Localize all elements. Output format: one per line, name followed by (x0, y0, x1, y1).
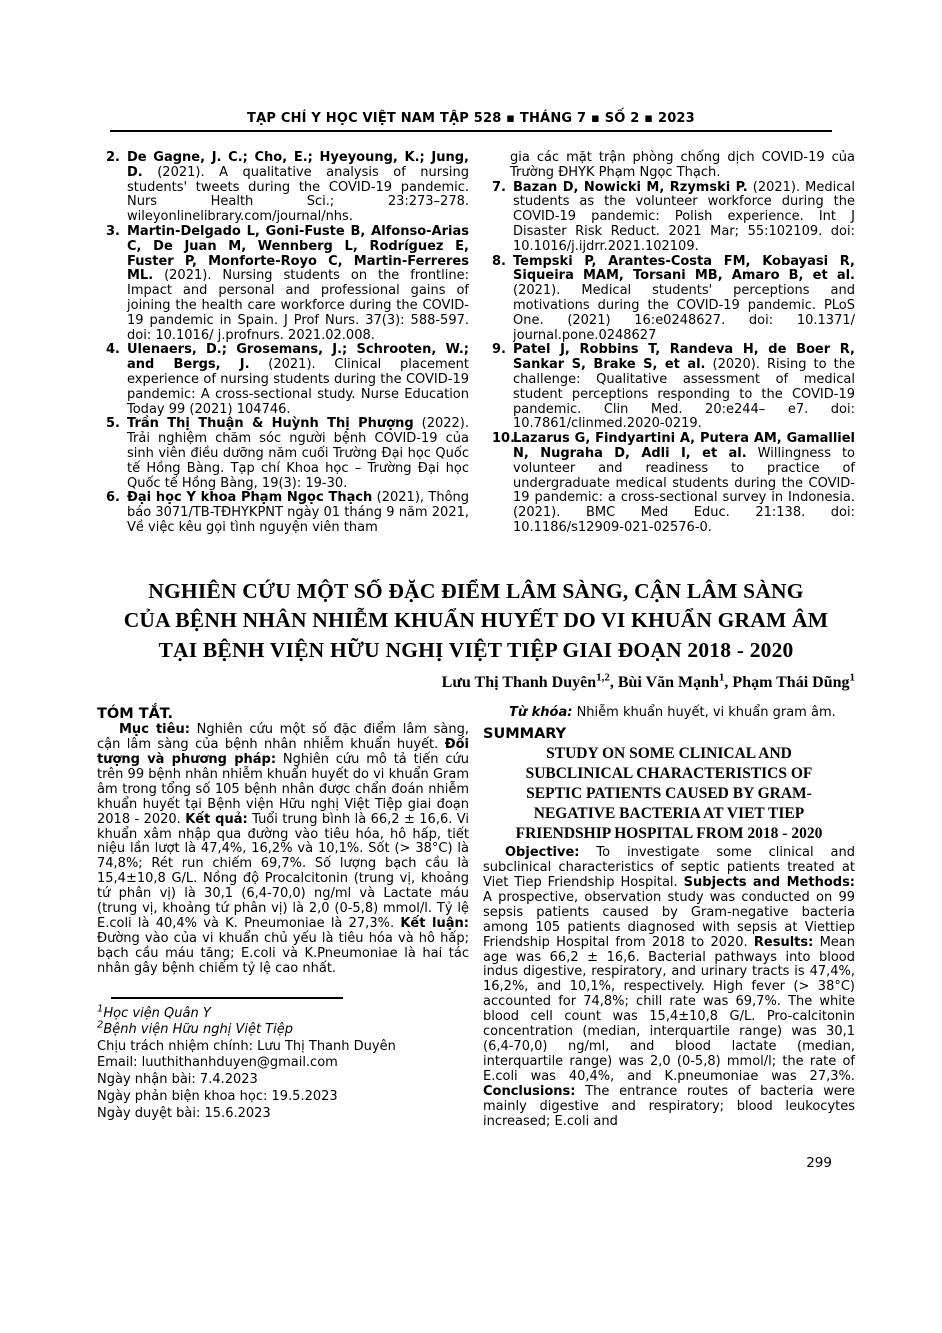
footnote-lines (97, 1039, 469, 1123)
reference-text: (2021). Nursing students on the frontline: Impact and personal and professional gains of joining the health care workforce during the COVID-19 pandemic in Spain. J Prof Nurs. 37(3): 588-597. doi: 10.1016/ j.profnurs. 2021.02.008. (127, 268, 469, 343)
reference-item (483, 181, 855, 255)
affiliation-list (97, 1003, 469, 1039)
summary-heading: SUMMARY (483, 726, 567, 743)
reference-authors: Tempski P, Arantes-Costa FM, Kobayasi R, Siqueira MAM, Torsani MB, Amaro B, et al. (513, 253, 855, 284)
reference-item (483, 255, 855, 344)
footnote-line: Email: luuthithanhduyen@gmail.com (97, 1055, 338, 1071)
references-right-list (483, 181, 855, 536)
reference-authors: Lazarus G, Findyartini A, Putera AM, Gamalliel N, Nugraha D, Adli I, et al. (513, 431, 855, 461)
footnote-line: Ngày nhận bài: 7.4.2023 (97, 1072, 258, 1088)
abstract-section (97, 705, 855, 1129)
reference-authors: Bazan D, Nowicki M, Rzymski P. (513, 179, 748, 195)
page-number: 299 (806, 1155, 832, 1171)
reference-text: Willingness to volunteer and readiness to practice of undergraduate medical students during the COVID-19 pandemic: a cross-sectional survey in Indonesia. (2021). BMC Med Educ. 21:138. doi: 10.1186/s12909-021-02576-0. (513, 445, 856, 535)
reference-item (97, 225, 469, 343)
references-column-left (97, 151, 469, 536)
reference-text: (2021), Thông báo 3071/TB-TĐHYKPNT ngày 01 tháng 9 năm 2021, Về việc kêu gọi tình nguyện viên tham (127, 490, 470, 535)
footnote-block (97, 997, 469, 1123)
tom-tat-body: Mục tiêu: Nghiên cứu một số đặc điểm lâm sàng, cận lâm sàng của bệnh nhân nhiễm khuẩn huyết. Đối tượng và phương pháp: Nghiên cứu mô tả tiến cứu trên 99 bệnh nhân nhiễm khuẩn huyết do vi khuẩn Gram âm trong tổng số 105 bệnh nhân được chẩn đoán nhiễm khuẩn huyết tại Bệnh viện Hữu nghị Việt Tiệp giai đoạn 2018 - 2020. Kết quả: Tuổi trung bình là 66,2 ± 16,6. Vi khuẩn xâm nhập qua đường vào tiêu hóa, hô hấp, tiết niệu lần lượt là 47,4%, 16,2% và 10,1%. Sốt (> 38°C) là 74,8%; Rét run chiếm 69,7%. Số lượng bạch cầu là 15,4±10,8 G/L. Nồng độ Procalcitonin (trung vị, khoảng tứ phân vị) là 30,1 (6,4-70,0) ng/ml và Lactate máu (trung vị, khoảng tứ phân vị) là 2,0 (0-5,8) mmol/l. Tỷ lệ E.coli là 40,4% và K. Pneumoniae là 27,3%. Kết luận: Đường vào của vi khuẩn chủ yếu là tiêu hóa và hô hấp; bạch cầu máu tăng; E.coli và K.Pneumoniae là hai tác nhân gây bệnh chiếm tỷ lệ cao nhất. (97, 722, 469, 976)
page-content (97, 151, 855, 1129)
abstract-column-english (483, 705, 855, 1129)
journal-header: TẠP CHÍ Y HỌC VIỆT NAM TẬP 528 ▪ THÁNG 7 ▪ SỐ 2 ▪ 2023 (110, 111, 832, 132)
affiliation-line: $^2$Bệnh viện Hữu nghị Việt Tiệp (97, 1019, 293, 1038)
reference-text: (2020). Rising to the challenge: Qualitative assessment of medical student perceptions responding to the COVID-19 pandemic. Clin Med. 20:e244– e7. doi: 10.7861/clinmed.2020-0219. (513, 357, 856, 432)
article-title-line: CỦA BỆNH NHÂN NHIỄM KHUẨN HUYẾT DO VI KHUẨN GRAM ÂM (123, 608, 829, 633)
article-title-line: NGHIÊN CỨU MỘT SỐ ĐẶC ĐIỂM LÂM SÀNG, CẬN LÂM SÀNG (148, 578, 804, 603)
reference-authors: Martin-Delgado L, Goni-Fuste B, Alfonso-Arias C, De Juan M, Wennberg L, Rodríguez E, Fuster P, Monforte-Royo C, Martin-Ferreres ML. (127, 223, 469, 284)
reference-item (483, 343, 855, 432)
reference-text: (2021). Clinical placement experience of nursing students during the COVID-19 pandemic: A cross-sectional study. Nurse Education Today 99 (2021) 104746. (127, 357, 470, 417)
summary-title-line: SEPTIC PATIENTS CAUSED BY GRAM- (526, 785, 812, 803)
reference-text: (2022). Trải nghiệm chăm sóc người bệnh COVID-19 của sinh viên điều dưỡng năm cuối Trường Đại học Quốc tế Hồng Bàng. Tạp chí Khoa học – Trường Đại học Quốc tế Hồng Bàng, 19(3): 19-30. (127, 416, 469, 491)
reference-number: 9. (492, 342, 506, 358)
reference-item (483, 432, 855, 536)
footnote-rule (111, 997, 343, 999)
reference-number: 3. (106, 223, 120, 239)
reference-authors: De Gagne, J. C.; Cho, E.; Hyeyoung, K.; Jung, D. (127, 150, 469, 180)
reference-item (97, 343, 469, 417)
reference-authors: Trần Thị Thuận & Huỳnh Thị Phượng (127, 416, 414, 432)
article-authors: Lưu Thị Thanh Duyên$^{1,2}$, Bùi Văn Mạnh$^1$, Phạm Thái Dũng$^1$ (441, 671, 855, 692)
summary-title-line: STUDY ON SOME CLINICAL AND (546, 745, 792, 763)
references-section (97, 151, 855, 536)
article-title-line: TẠI BỆNH VIỆN HỮU NGHỊ VIỆT TIỆP GIAI ĐOẠN 2018 - 2020 (158, 637, 794, 662)
affiliation-line: $^1$Học viện Quân Y (97, 1003, 211, 1021)
keywords-line: Từ khóa: Nhiễm khuẩn huyết, vi khuẩn gram âm. (509, 705, 836, 721)
reference-number: 10. (492, 431, 516, 447)
reference-authors: Ulenaers, D.; Grosemans, J.; Schrooten, W.; and Bergs, J. (127, 342, 469, 373)
reference-number: 2. (106, 150, 120, 165)
reference-item (97, 151, 469, 225)
footnote-line: Chịu trách nhiệm chính: Lưu Thị Thanh Duyên (97, 1038, 396, 1054)
references-column-right (483, 151, 855, 536)
reference-text: (2021). A qualitative analysis of nursing students' tweets during the COVID-19 pandemic. Nurs Health Sci.; 23:273–278. wileyonlinelibrary.com/journal/nhs. (127, 164, 469, 225)
summary-body: Objective: To investigate some clinical and subclinical characteristics of septic patients treated at Viet Tiep Friendship Hospital. Subjects and Methods: A prospective, observation study was conducted on 99 sepsis patients caused by Gram-negative bacteria among 105 patients diagnosed with sepsis at Viettiep Friendship Hospital from 2018 to 2020. Results: Mean age was 66,2 ± 16,6. Bacterial pathways into blood indus digestive, respiratory, and urinary tracts is 47,4%, 16,2%, and 10,1%, respectively. High fever (> 38°C) accounted for 74,8%; chill rate was 69,7%. The white blood cell count was 15,4±10,8 G/L. Pro-calcitonin concentration (median, interquartile range) was 30,1 (6,4-70,0) ng/ml, and blood lactate (median, interquartile range) was 2,0 (0-5,8) mmol/l; the rate of E.coli was 40,4%, and K.pneumoniae was 27,3%. Conclusions: The entrance routes of bacteria were mainly digestive and respiratory; blood leukocytes increased; E.coli and (483, 845, 855, 1129)
summary-title-line: SUBCLINICAL CHARACTERISTICS OF (525, 765, 813, 783)
summary-title-line: NEGATIVE BACTERIA AT VIET TIEP (533, 805, 805, 823)
abstract-column-vietnamese (97, 705, 469, 1129)
reference-text: (2021). Medical students' perceptions and motivations during the COVID-19 pandemic. PLoS One. (2021) 16:e0248627. doi: 10.1371/ journal.pone.0248627 (513, 283, 855, 343)
reference-text: (2021). Medical students as the volunteer workforce during the COVID-19 pandemic: Polish experience. Int J Disaster Risk Reduct. 2021 Mar; 55:102109. doi: 10.1016/j.ijdrr.2021.102109. (513, 179, 855, 254)
reference-continuation: gia các mặt trận phòng chống dịch COVID-19 của Trường ĐHYK Phạm Ngọc Thạch. (510, 150, 855, 180)
summary-title (483, 744, 855, 844)
reference-number: 5. (106, 416, 120, 432)
reference-number: 4. (106, 342, 120, 358)
footnote-line: Ngày phản biện khoa học: 19.5.2023 (97, 1089, 338, 1105)
summary-title-line: FRIENDSHIP HOSPITAL FROM 2018 - 2020 (515, 825, 823, 843)
reference-item (97, 491, 469, 535)
reference-authors: Patel J, Robbins T, Randeva H, de Boer R, Sankar S, Brake S, et al. (513, 342, 855, 373)
footnote-line: Ngày duyệt bài: 15.6.2023 (97, 1105, 271, 1121)
reference-authors: Đại học Y khoa Phạm Ngọc Thạch (127, 490, 373, 506)
reference-number: 7. (492, 179, 506, 195)
reference-number: 6. (106, 490, 120, 506)
reference-number: 8. (492, 253, 506, 269)
article-title (97, 577, 855, 666)
tom-tat-heading: TÓM TẮT. (97, 706, 174, 723)
reference-item (97, 417, 469, 491)
